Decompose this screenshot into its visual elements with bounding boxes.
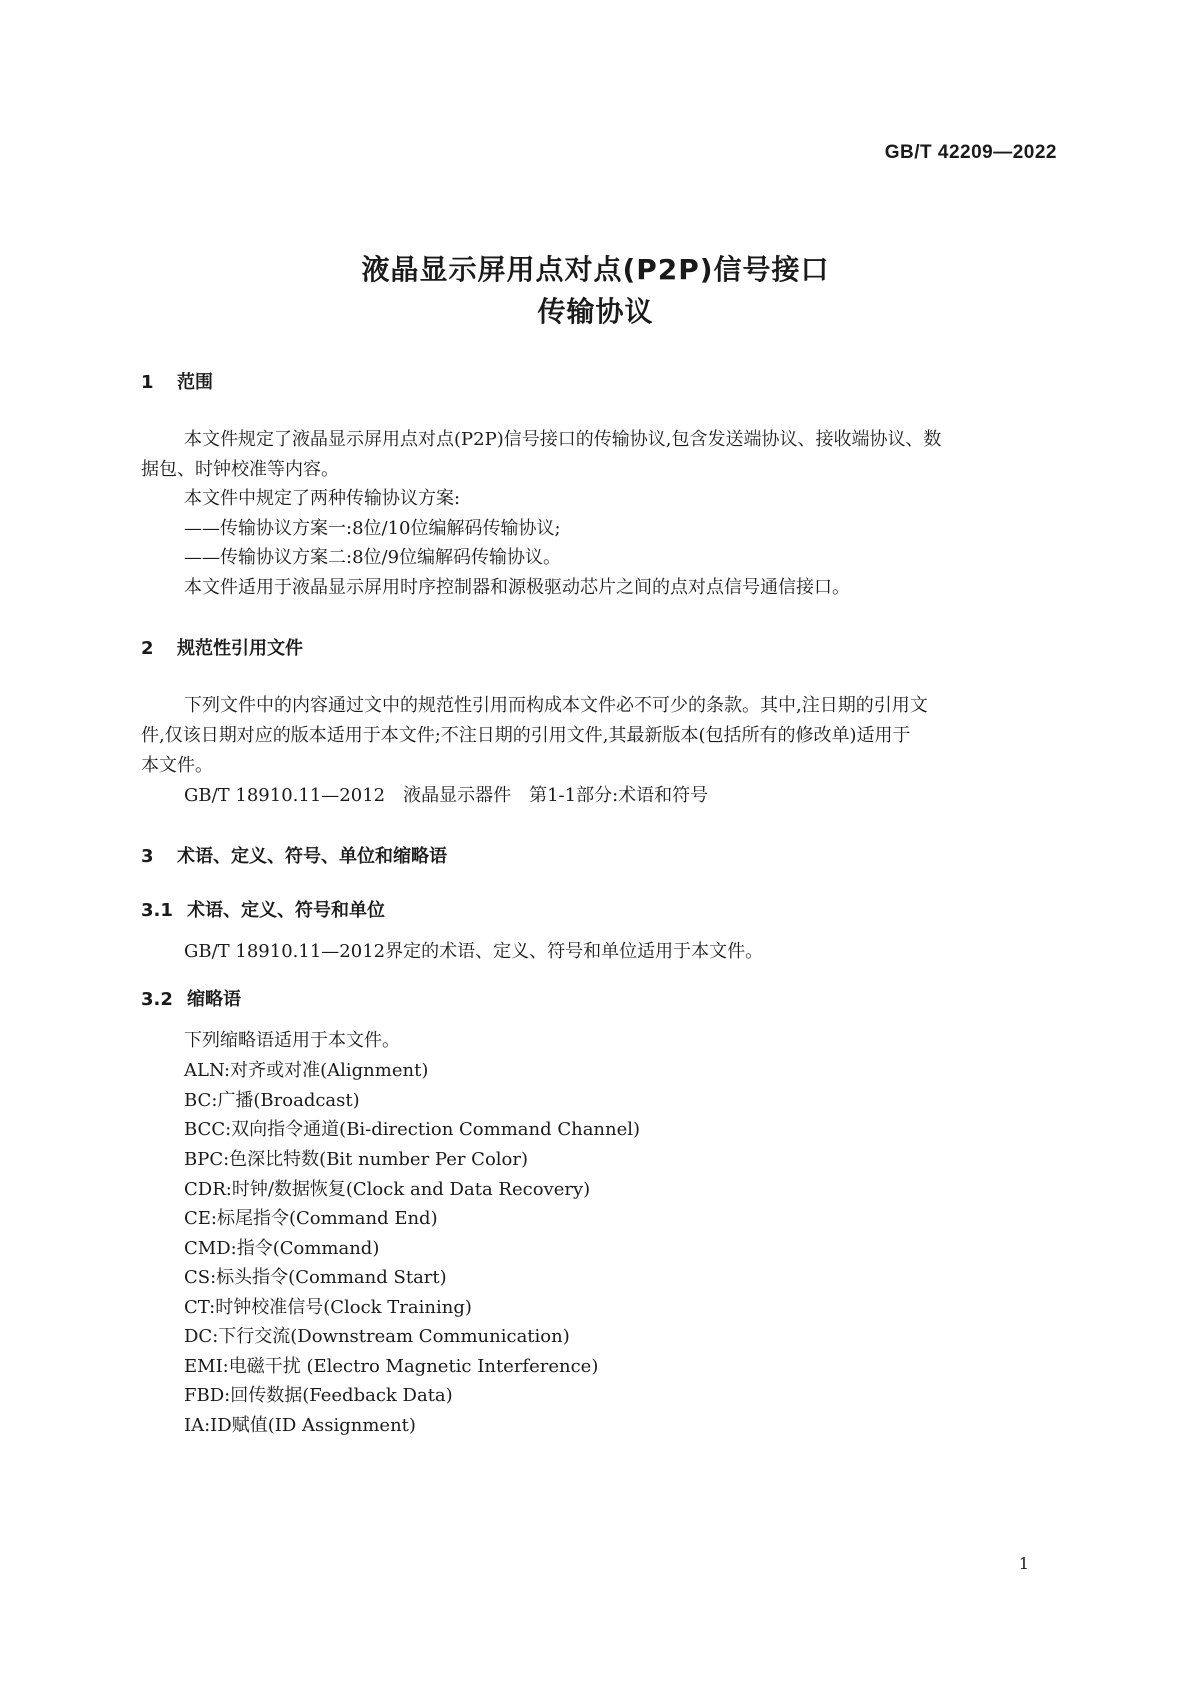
section-3-1-title: 术语、定义、符号和单位 [187, 900, 385, 921]
normative-reference: GB/T 18910.11—2012 液晶显示器件 第1-1部分:术语和符号 [184, 785, 709, 806]
section-1-heading [141, 368, 213, 394]
section-2-p1-line-3: 本文件。 [141, 755, 213, 776]
section-1-list-item-2: ——传输协议方案二:8位/9位编解码传输协议。 [184, 547, 562, 568]
section-2-heading [141, 634, 303, 660]
abbreviation-item: IA:ID赋值(ID Assignment) [184, 1415, 416, 1436]
section-3-heading [141, 842, 447, 868]
section-3-1-number: 3.1 [141, 900, 173, 921]
section-1-p1-line-2: 据包、时钟校准等内容。 [141, 459, 339, 480]
section-2-p1-line-1: 下列文件中的内容通过文中的规范性引用而构成本文件必不可少的条款。其中,注日期的引用文 [184, 695, 928, 716]
section-1-paragraph-1-cont [141, 454, 1057, 486]
abbreviation-item: CT:时钟校准信号(Clock Training) [184, 1297, 472, 1318]
abbreviation-item: ALN:对齐或对准(Alignment) [184, 1060, 429, 1081]
document-title-line-1: 液晶显示屏用点对点(P2P)信号接口 [361, 253, 830, 286]
abbreviation-item: EMI:电磁干扰 (Electro Magnetic Interference) [184, 1356, 599, 1377]
document-title-line-2: 传输协议 [537, 295, 654, 328]
abbreviation-item: BPC:色深比特数(Bit number Per Color) [184, 1149, 529, 1170]
abbreviation-item: CMD:指令(Command) [184, 1238, 380, 1259]
standard-code: GB/T 42209—2022 [884, 142, 1057, 163]
section-1-p1-line-1: 本文件规定了液晶显示屏用点对点(P2P)信号接口的传输协议,包含发送端协议、接收端协议、数 [184, 429, 942, 450]
section-1-paragraph-2: 本文件中规定了两种传输协议方案: [184, 488, 461, 509]
section-1-paragraph-3: 本文件适用于液晶显示屏用时序控制器和源极驱动芯片之间的点对点信号通信接口。 [184, 577, 850, 598]
abbreviation-item: BC:广播(Broadcast) [184, 1090, 360, 1111]
abbreviation-item: BCC:双向指令通道(Bi-direction Command Channel) [184, 1119, 641, 1140]
section-2-number: 2 [141, 638, 154, 659]
section-3-2-title: 缩略语 [187, 989, 241, 1010]
section-1-title: 范围 [177, 372, 213, 393]
section-3-number: 3 [141, 846, 154, 867]
abbreviation-item: CS:标头指令(Command Start) [184, 1267, 447, 1288]
abbreviation-item: CDR:时钟/数据恢复(Clock and Data Recovery) [184, 1179, 591, 1200]
section-1-paragraph-1 [184, 424, 1100, 456]
section-1-list-item-1: ——传输协议方案一:8位/10位编解码传输协议; [184, 518, 561, 539]
abbreviation-item: DC:下行交流(Downstream Communication) [184, 1326, 570, 1347]
section-3-1-paragraph: GB/T 18910.11—2012界定的术语、定义、符号和单位适用于本文件。 [184, 941, 764, 962]
section-3-2-intro: 下列缩略语适用于本文件。 [184, 1030, 400, 1051]
section-3-2-heading [141, 985, 241, 1011]
section-2-p1-line-2: 件,仅该日期对应的版本适用于本文件;不注日期的引用文件,其最新版本(包括所有的修改单)适用于 [141, 725, 911, 746]
page-number: 1 [1018, 1554, 1029, 1573]
abbreviation-item: FBD:回传数据(Feedback Data) [184, 1385, 453, 1406]
section-2-title: 规范性引用文件 [177, 638, 303, 659]
section-3-title: 术语、定义、符号、单位和缩略语 [177, 846, 447, 867]
abbreviation-item: CE:标尾指令(Command End) [184, 1208, 438, 1229]
section-3-2-number: 3.2 [141, 989, 173, 1010]
section-1-number: 1 [141, 372, 154, 393]
section-3-1-heading [141, 896, 385, 922]
